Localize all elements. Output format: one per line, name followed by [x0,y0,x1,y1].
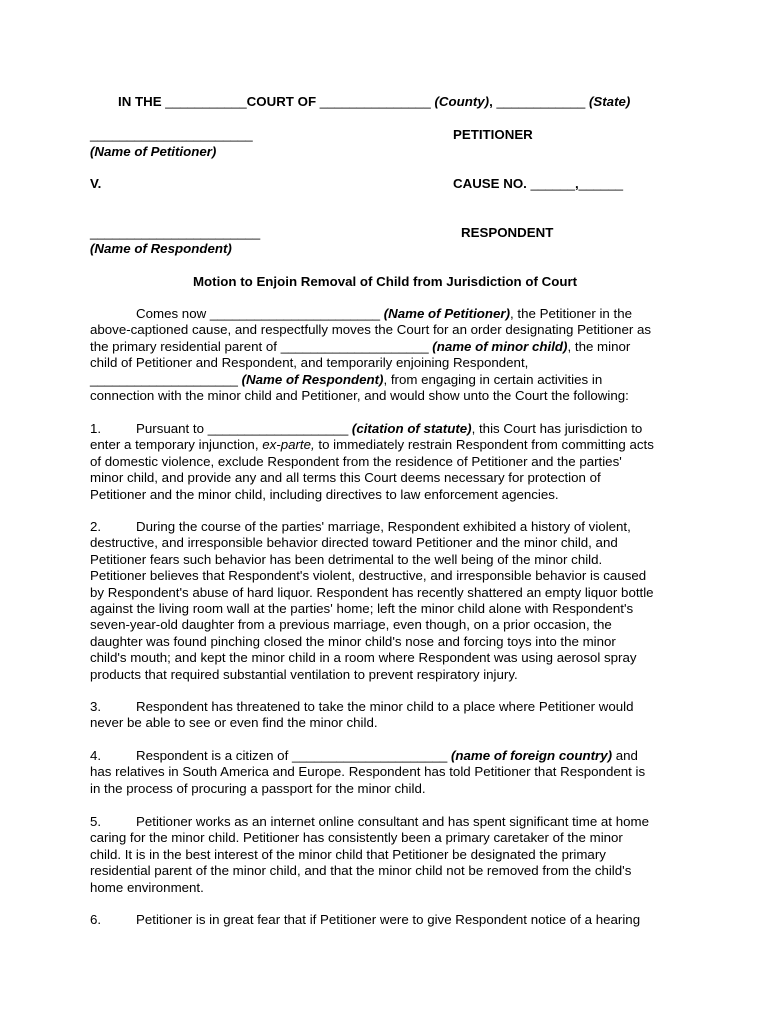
respondent-blank: _______________________ [90,225,261,240]
cause-label: CAUSE NO. [453,176,527,191]
intro-text: Comes now [136,306,210,321]
intro-text: , the minor [567,338,631,354]
state-blank: ____________ [496,94,586,109]
paragraph-line: never be able to see or even find the minor child. [90,715,378,731]
minor-child-hint: (name of minor child) [428,338,568,354]
respondent-role: RESPONDENT [461,225,554,240]
county-label: (County) [434,94,490,109]
paragraph-line: Petitioner and the minor child, including directives to law enforcement agencies. [90,486,559,502]
paragraph-text: Petitioner works as an internet online consultant and has spent significant time at home [136,814,649,829]
state-label: (State) [588,94,631,109]
court-of-label: COURT OF [246,94,317,109]
country-blank: _____________________ [291,748,448,763]
petitioner-blank: ______________________ [90,127,253,142]
paragraph-line: Petitioner fears such behavior has been detrimental to the well being of the minor child. [90,551,603,567]
paragraph-line: by Respondent's abuse of hard liquor. Respondent has recently shattered an empty liquor bottle [90,584,654,600]
respondent-name-label: (Name of Respondent) [90,241,232,256]
paragraph-text: Pursuant to [136,421,208,436]
statute-blank: ___________________ [207,421,349,436]
paragraph-line: caring for the minor child. Petitioner has consistently been a primary caretaker of the minor [90,830,623,846]
paragraph-6 [90,912,690,928]
paragraph-5 [90,814,690,896]
paragraph-text: Respondent is a citizen of [136,748,292,763]
paragraph-line: seven-year-old daughter from a previous marriage, even though, on a prior occasion, the [90,617,612,633]
intro-paragraph [90,306,690,404]
cause-number [453,176,623,192]
paragraph-line: against the living room wall at the parties' home; left the minor child alone with Respondent's [90,601,634,617]
paragraph-number: 6. [90,912,102,927]
country-hint: (name of foreign country) [447,748,613,763]
petitioner-name-label: (Name of Petitioner) [90,144,217,159]
county-comma: , [489,94,493,109]
minor-child-blank: ____________________ [280,338,429,354]
paragraph-number: 4. [90,748,102,763]
court-line [118,94,630,110]
paragraph-line: of domestic violence, exclude Respondent from the residence of Petitioner and the parties' [90,453,622,469]
paragraph-1 [90,421,690,503]
paragraph-2 [90,519,690,683]
paragraph-line: in the process of procuring a passport for the minor child. [90,780,426,796]
petitioner-name-blank: _______________________ [209,306,380,321]
paragraph-line: residential parent of the minor child, and that the minor child not be removed from the child's [90,863,632,879]
paragraph-number: 2. [90,519,102,534]
paragraph-line: products that required substantial ventilation to prevent respiratory injury. [90,666,518,682]
intro-text: the primary residential parent of [90,338,281,354]
paragraph-4 [90,748,690,797]
intro-text: , the Petitioner in the [510,306,632,321]
intro-line: connection with the minor child and Petitioner, and would show unto the Court the following: [90,388,629,404]
paragraph-line: has relatives in South America and Europe. Respondent has told Petitioner that Respondent is [90,764,646,780]
petitioner-name-hint: (Name of Petitioner) [380,306,511,321]
court-blank: ___________ [165,94,247,109]
paragraph-number: 5. [90,814,102,829]
paragraph-text: to immediately restrain Respondent from committing acts [314,437,654,453]
intro-line: above-captioned cause, and respectfully moves the Court for an order designating Petitioner as [90,322,652,338]
paragraph-text: Respondent has threatened to take the minor child to a place where Petitioner would [136,699,634,714]
paragraph-line: home environment. [90,879,204,895]
intro-line: child of Petitioner and Respondent, and temporarily enjoining Respondent, [90,355,529,371]
respondent-name-blank: ____________________ [90,371,238,387]
in-the-label: IN THE [118,94,162,109]
cause-separator: , [574,176,579,191]
paragraph-line: daughter was found pinching closed the minor child's nose and forcing toys into the minor [90,633,616,649]
cause-blank-1: ______ [530,176,575,191]
paragraph-line: destructive, and irresponsible behavior directed toward Petitioner and the minor child, and [90,535,618,551]
statute-hint: (citation of statute) [348,421,472,436]
ex-parte-term: ex-parte, [262,437,315,453]
county-blank: _______________ [319,94,431,109]
intro-text: , from engaging in certain activities in [383,371,603,387]
paragraph-text: During the course of the parties' marriage, Respondent exhibited a history of violent, [136,519,631,534]
paragraph-text: Petitioner is in great fear that if Petitioner were to give Respondent notice of a hearing [136,912,641,927]
paragraph-line: minor child, and provide any and all terms this Court deems necessary for protection of [90,470,601,486]
paragraph-line: child. It is in the best interest of the minor child that Petitioner be designated the primary [90,846,606,862]
cause-blank-2: ______ [578,176,624,191]
paragraph-number: 3. [90,699,102,714]
motion-title: Motion to Enjoin Removal of Child from Jurisdiction of Court [192,274,578,289]
petitioner-role: PETITIONER [453,127,533,142]
respondent-name-hint: (Name of Respondent) [237,371,384,387]
paragraph-number: 1. [90,421,102,436]
paragraph-line: child's mouth; and kept the minor child in a room where Respondent was using aerosol spray [90,650,637,666]
versus-label: V. [90,176,102,191]
paragraph-text: enter a temporary injunction, [90,437,263,453]
paragraph-text: , this Court has jurisdiction to [471,421,643,436]
paragraph-3 [90,699,690,732]
paragraph-line: Petitioner believes that Respondent's violent, destructive, and irresponsible behavior is caused [90,568,647,584]
paragraph-text: and [612,748,638,763]
